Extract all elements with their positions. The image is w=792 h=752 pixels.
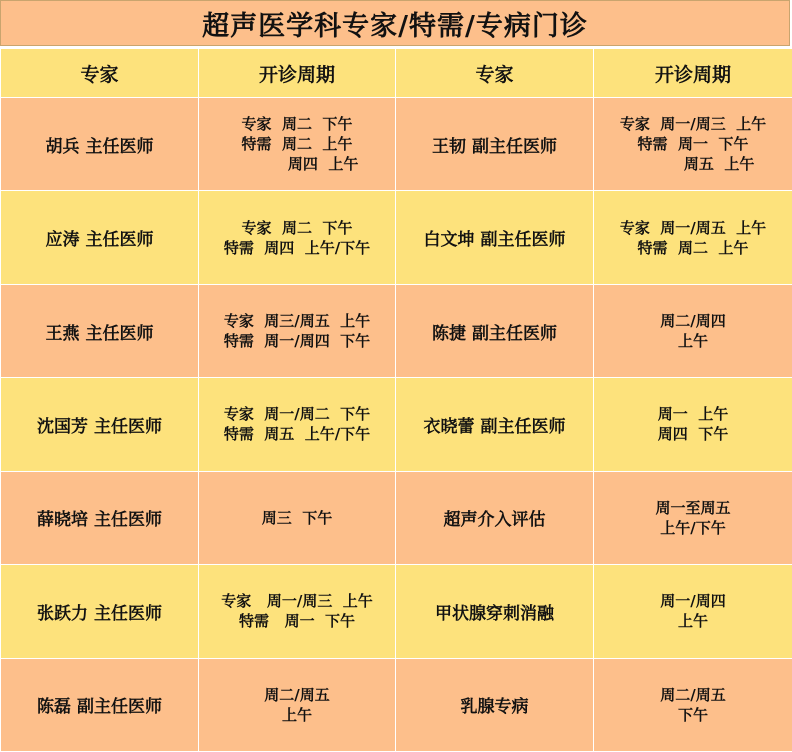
header-expert-right: 专家 — [396, 49, 594, 98]
schedule-cell-right — [594, 284, 792, 377]
schedule-line: 特需 周一 下午 — [238, 612, 356, 631]
schedule-line: 专家 周二 下午 — [241, 115, 353, 134]
schedule-cell-right — [594, 471, 792, 564]
schedule-table — [0, 48, 792, 752]
expert-name-left: 张跃力 主任医师 — [1, 565, 199, 658]
schedule-line: 专家 周一/周三 上午 — [619, 115, 767, 134]
schedule-cell-left — [199, 191, 396, 284]
header-schedule-left: 开诊周期 — [199, 49, 396, 98]
schedule-cell-right — [594, 658, 792, 751]
schedule-line: 周一至周五 — [655, 498, 731, 517]
schedule-line: 周三 下午 — [261, 508, 333, 527]
table-row — [1, 565, 792, 658]
schedule-line: 特需 周二 上午 — [637, 238, 749, 257]
schedule-line: 上午 — [677, 612, 708, 631]
schedule-line: 周二/周五 — [264, 685, 330, 704]
schedule-line: 周四 上午 — [235, 155, 359, 174]
schedule-line: 特需 周一/周四 下午 — [223, 332, 371, 351]
schedule-cell-right — [594, 98, 792, 191]
schedule-line: 上午 — [281, 705, 312, 724]
expert-name-right: 衣晓蕾 副主任医师 — [396, 378, 594, 471]
schedule-line: 上午 — [677, 332, 708, 351]
schedule-line: 周五 上午 — [631, 155, 755, 174]
schedule-line: 特需 周五 上午/下午 — [223, 425, 371, 444]
schedule-cell-left — [199, 471, 396, 564]
schedule-line: 专家 周三/周五 上午 — [223, 312, 371, 331]
expert-name-right: 乳腺专病 — [396, 658, 594, 751]
header-schedule-right: 开诊周期 — [594, 49, 792, 98]
expert-name-right: 超声介入评估 — [396, 471, 594, 564]
schedule-cell-right — [594, 191, 792, 284]
schedule-cell-right — [594, 565, 792, 658]
header-row — [1, 49, 792, 98]
expert-name-right: 王韧 副主任医师 — [396, 98, 594, 191]
schedule-line: 周一/周四 — [660, 592, 726, 611]
expert-name-right: 陈捷 副主任医师 — [396, 284, 594, 377]
schedule-cell-right — [594, 378, 792, 471]
schedule-line: 上午/下午 — [660, 518, 726, 537]
table-row — [1, 658, 792, 751]
schedule-cell-left — [199, 98, 396, 191]
expert-name-left: 王燕 主任医师 — [1, 284, 199, 377]
schedule-line: 专家 周二 下午 — [241, 218, 353, 237]
expert-name-left: 沈国芳 主任医师 — [1, 378, 199, 471]
expert-name-left: 陈磊 副主任医师 — [1, 658, 199, 751]
schedule-cell-left — [199, 378, 396, 471]
expert-name-right: 甲状腺穿刺消融 — [396, 565, 594, 658]
table-body — [1, 98, 792, 752]
schedule-line: 专家 周一/周三 上午 — [221, 592, 373, 611]
expert-name-left: 应涛 主任医师 — [1, 191, 199, 284]
schedule-line: 特需 周四 上午/下午 — [223, 238, 371, 257]
schedule-cell-left — [199, 565, 396, 658]
schedule-line: 周一 上午 — [657, 405, 729, 424]
page-title: 超声医学科专家/特需/专病门诊 — [0, 0, 790, 46]
schedule-line: 周四 下午 — [657, 425, 729, 444]
expert-name-left: 胡兵 主任医师 — [1, 98, 199, 191]
expert-name-left: 薛晓培 主任医师 — [1, 471, 199, 564]
schedule-cell-left — [199, 284, 396, 377]
schedule-line: 周二/周五 — [660, 685, 726, 704]
schedule-line: 专家 周一/周二 下午 — [223, 405, 371, 424]
table-row — [1, 284, 792, 377]
schedule-line: 特需 周一 下午 — [637, 135, 749, 154]
table-row — [1, 191, 792, 284]
schedule-line: 特需 周二 上午 — [241, 135, 353, 154]
table-row — [1, 98, 792, 191]
schedule-line: 专家 周一/周五 上午 — [619, 218, 767, 237]
expert-name-right: 白文坤 副主任医师 — [396, 191, 594, 284]
schedule-cell-left — [199, 658, 396, 751]
schedule-line: 下午 — [677, 705, 708, 724]
header-expert-left: 专家 — [1, 49, 199, 98]
table-row — [1, 378, 792, 471]
schedule-line: 周二/周四 — [660, 312, 726, 331]
table-row — [1, 471, 792, 564]
